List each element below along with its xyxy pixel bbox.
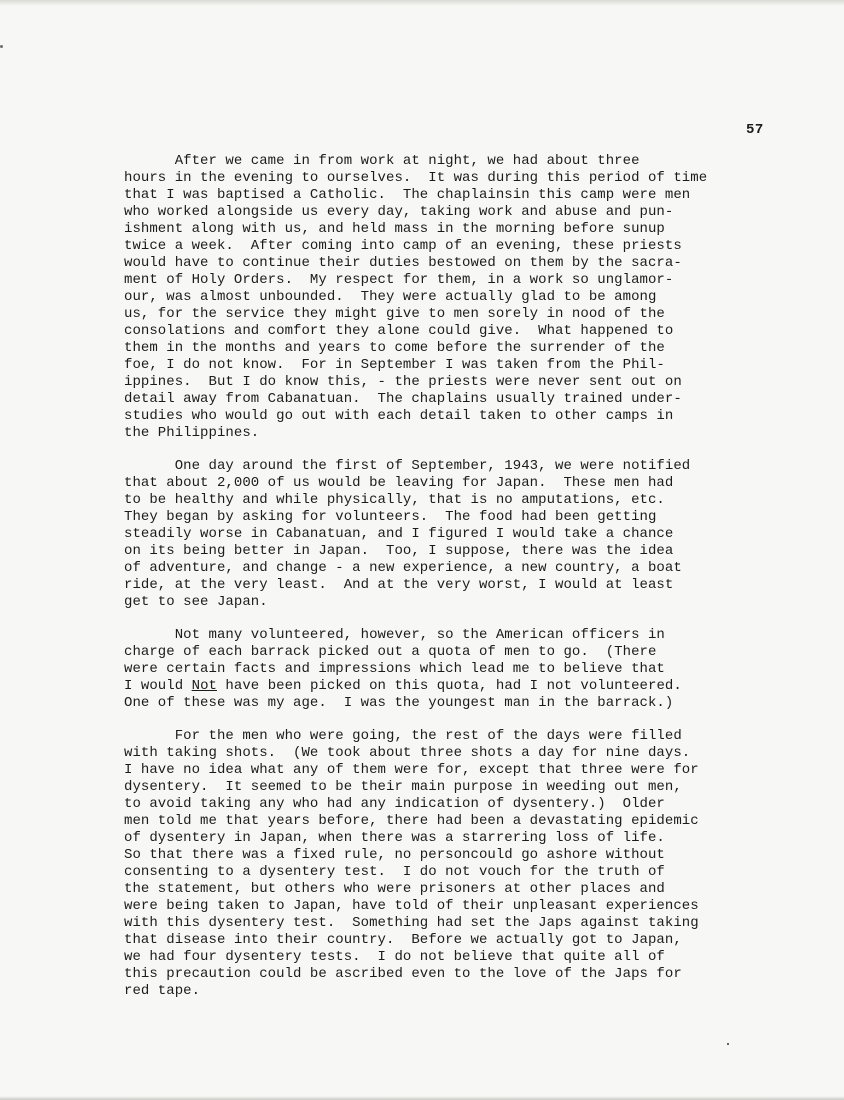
margin-mark bbox=[0, 45, 3, 48]
text-line: on its being better in Japan. Too, I suppose, there was the idea bbox=[124, 543, 674, 559]
text-line: So that there was a fixed rule, no personcould go ashore without bbox=[124, 847, 665, 863]
text-line: consenting to a dysentery test. I do not vouch for the truth of bbox=[124, 864, 665, 880]
text-line: men told me that years before, there had been a devastating epidemic bbox=[124, 813, 699, 829]
text-line: that disease into their country. Before we actually got to Japan, bbox=[124, 932, 682, 948]
text-line: this precaution could be ascribed even to the love of the Japs for bbox=[124, 966, 682, 982]
text-line: studies who would go out with each detail taken to other camps in bbox=[124, 408, 674, 424]
page-bottom-edge bbox=[0, 1096, 844, 1100]
text-line: to avoid taking any who had any indication of dysentery.) Older bbox=[124, 796, 665, 812]
text-line: of adventure, and change - a new experience, a new country, a boat bbox=[124, 560, 682, 576]
text-line: with taking shots. (We took about three shots a day for nine days. bbox=[124, 745, 691, 761]
page-top-edge bbox=[0, 0, 844, 6]
text-line: ride, at the very least. And at the very worst, I would at least bbox=[124, 577, 674, 593]
text-line: They began by asking for volunteers. The food had been getting bbox=[124, 509, 657, 525]
text-line: with this dysentery test. Something had set the Japs against taking bbox=[124, 915, 699, 931]
text-line: were being taken to Japan, have told of their unpleasant experiences bbox=[124, 898, 699, 914]
text-line: For the men who were going, the rest of the days were filled bbox=[124, 728, 682, 744]
text-line: dysentery. It seemed to be their main purpose in weeding out men, bbox=[124, 779, 682, 795]
text-line: twice a week. After coming into camp of an evening, these priests bbox=[124, 238, 682, 254]
text-line: that I was baptised a Catholic. The chaplainsin this camp were men bbox=[124, 187, 691, 203]
text-line: the Philippines. bbox=[124, 425, 260, 441]
paragraph-leaving-for-japan bbox=[124, 458, 824, 611]
text-line: After we came in from work at night, we had about three bbox=[124, 153, 640, 169]
text-line: them in the months and years to come before the surrender of the bbox=[124, 340, 665, 356]
text-line: of dysentery in Japan, when there was a starrering loss of life. bbox=[124, 830, 665, 846]
text-line: were certain facts and impressions which lead me to believe that bbox=[124, 661, 665, 677]
text-line: us, for the service they might give to men sorely in nood of the bbox=[124, 306, 665, 322]
page-number: 57 bbox=[746, 122, 764, 138]
text-line: the statement, but others who were prisoners at other places and bbox=[124, 881, 665, 897]
text-line: that about 2,000 of us would be leaving for Japan. These men had bbox=[124, 475, 674, 491]
text-line: I have no idea what any of them were for, except that three were for bbox=[124, 762, 699, 778]
text-line: foe, I do not know. For in September I was taken from the Phil- bbox=[124, 357, 665, 373]
text-line: detail away from Cabanatuan. The chaplains usually trained under- bbox=[124, 391, 682, 407]
text-line: ment of Holy Orders. My respect for them, in a work so unglamor- bbox=[124, 272, 674, 288]
paragraph-baptism bbox=[124, 153, 824, 442]
text-line: to be healthy and while physically, that is no amputations, etc. bbox=[124, 492, 665, 508]
text-line: consolations and comfort they alone could give. What happened to bbox=[124, 323, 674, 339]
text-line: ippines. But I do know this, - the priests were never sent out on bbox=[124, 374, 682, 390]
stray-mark bbox=[727, 1043, 729, 1045]
text-line: One day around the first of September, 1943, we were notified bbox=[124, 458, 691, 474]
text-line: who worked alongside us every day, taking work and abuse and pun- bbox=[124, 204, 674, 220]
paragraph-dysentery-tests bbox=[124, 728, 824, 1000]
paragraph-quota bbox=[124, 627, 824, 712]
text-line: ishment along with us, and held mass in the morning before sunup bbox=[124, 221, 665, 237]
text-line: charge of each barrack picked out a quota of men to go. (There bbox=[124, 644, 657, 660]
underlined-word: Not bbox=[191, 678, 217, 694]
text-line-with-underline: I would Not have been picked on this quota, had I not volunteered. bbox=[124, 678, 682, 694]
text-line: One of these was my age. I was the youngest man in the barrack.) bbox=[124, 695, 674, 711]
text-line: hours in the evening to ourselves. It was during this period of time bbox=[124, 170, 708, 186]
text-line: our, was almost unbounded. They were actually glad to be among bbox=[124, 289, 657, 305]
text-line: we had four dysentery tests. I do not believe that quite all of bbox=[124, 949, 665, 965]
text-line: get to see Japan. bbox=[124, 594, 268, 610]
text-line: red tape. bbox=[124, 983, 201, 999]
text-line: Not many volunteered, however, so the American officers in bbox=[124, 627, 665, 643]
text-line: steadily worse in Cabanatuan, and I figured I would take a chance bbox=[124, 526, 674, 542]
body-text bbox=[124, 153, 824, 1016]
text-line: would have to continue their duties bestowed on them by the sacra- bbox=[124, 255, 682, 271]
